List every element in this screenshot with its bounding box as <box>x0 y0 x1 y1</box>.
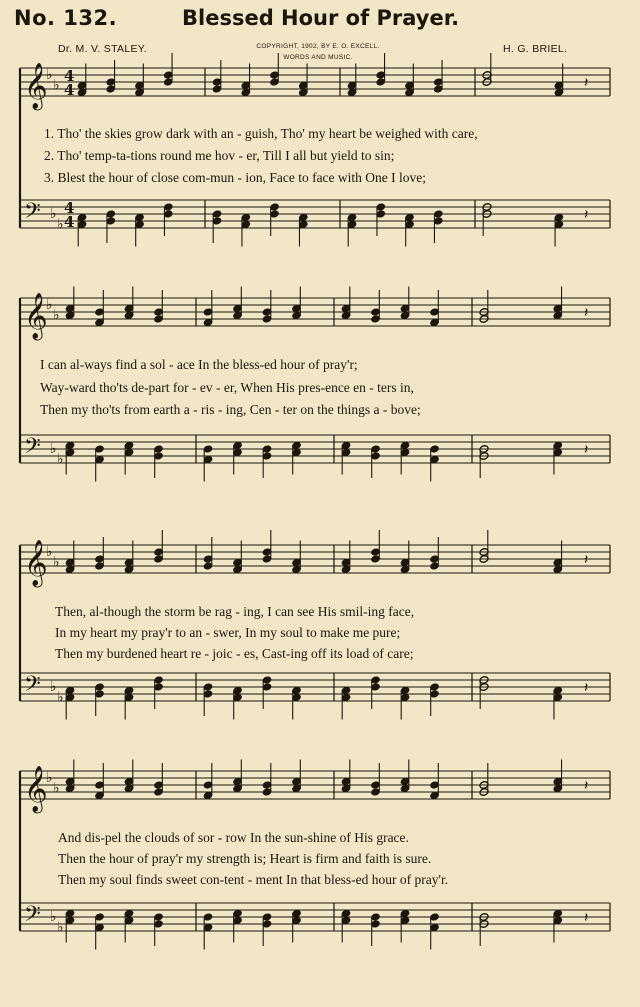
verse-line: Then the hour of pray'r my strength is; Heart is firm and faith is sure. <box>58 851 432 866</box>
rest-icon: 𝄽 <box>584 778 589 794</box>
flat-icon: ♭ <box>53 77 60 94</box>
verse-line: Then my soul finds sweet con-tent - ment In that bless-ed hour of pray'r. <box>58 872 449 887</box>
flat-icon: ♭ <box>57 919 64 936</box>
flat-icon: ♭ <box>46 297 53 313</box>
treble-clef-icon: 𝄞 <box>24 540 48 586</box>
rest-icon: 𝄽 <box>584 75 589 91</box>
flat-icon: ♭ <box>53 307 60 324</box>
composer-credit: H. G. BRIEL. <box>503 43 568 55</box>
flat-icon: ♭ <box>50 441 57 457</box>
flat-icon: ♭ <box>46 67 53 83</box>
copyright-line: WORDS AND MUSIC. <box>283 54 353 61</box>
verse-line: 2. Tho' temp-ta-tions round me hov - er, Till I all but yield to sin; <box>44 148 395 163</box>
verse-line: Then, al-though the storm be rag - ing, I can see His smil-ing face, <box>55 604 415 619</box>
time-signature-digit: 4 <box>64 67 75 85</box>
flat-icon: ♭ <box>50 206 57 222</box>
treble-clef-icon: 𝄞 <box>24 63 48 109</box>
flat-icon: ♭ <box>57 216 64 233</box>
rest-icon: 𝄽 <box>584 552 589 568</box>
time-signature-digit: 4 <box>64 213 75 231</box>
flat-icon: ♭ <box>53 554 60 571</box>
flat-icon: ♭ <box>57 689 64 706</box>
flat-icon: ♭ <box>50 909 57 925</box>
rest-icon: 𝄽 <box>584 910 589 926</box>
time-signature-digit: 4 <box>64 81 75 99</box>
verse-line: Way-ward tho'ts de-part for - ev - er, When His pres-ence en - ters in, <box>40 380 414 395</box>
copyright-line: COPYRIGHT, 1902, BY E. O. EXCELL. <box>256 43 380 50</box>
rest-icon: 𝄽 <box>584 680 589 696</box>
verse-line: Then my burdened heart re - joic - es, Cast-ing off its load of care; <box>55 646 414 661</box>
treble-clef-icon: 𝄞 <box>24 293 48 339</box>
flat-icon: ♭ <box>53 780 60 797</box>
treble-clef-icon: 𝄞 <box>24 766 48 812</box>
bass-clef-icon: 𝄢 <box>24 902 41 932</box>
verse-line: And dis-pel the clouds of sor - row In the sun-shine of His grace. <box>58 830 409 845</box>
flat-icon: ♭ <box>46 544 53 560</box>
verse-line: In my heart my pray'r to an - swer, In my soul to make me pure; <box>55 625 401 640</box>
bass-clef-icon: 𝄢 <box>24 199 41 229</box>
rest-icon: 𝄽 <box>584 442 589 458</box>
bass-clef-icon: 𝄢 <box>24 672 41 702</box>
hymn-title: Blessed Hour of Prayer. <box>182 6 460 30</box>
flat-icon: ♭ <box>50 679 57 695</box>
hymn-number: No. 132. <box>14 6 118 30</box>
verse-line: Then my tho'ts from earth a - ris - ing, Cen - ter on the things a - bove; <box>40 402 421 417</box>
rest-icon: 𝄽 <box>584 305 589 321</box>
rest-icon: 𝄽 <box>584 207 589 223</box>
author-credit: Dr. M. V. STALEY. <box>58 43 147 55</box>
verse-line: I can al-ways find a sol - ace In the bless-ed hour of pray'r; <box>40 357 358 372</box>
time-signature-digit: 4 <box>64 199 75 217</box>
verse-line: 3. Blest the hour of close com-mun - ion, Face to face with One I love; <box>44 170 427 185</box>
verse-line: 1. Tho' the skies grow dark with an - guish, Tho' my heart be weighed with care, <box>44 126 478 141</box>
flat-icon: ♭ <box>57 451 64 468</box>
bass-clef-icon: 𝄢 <box>24 434 41 464</box>
flat-icon: ♭ <box>46 770 53 786</box>
